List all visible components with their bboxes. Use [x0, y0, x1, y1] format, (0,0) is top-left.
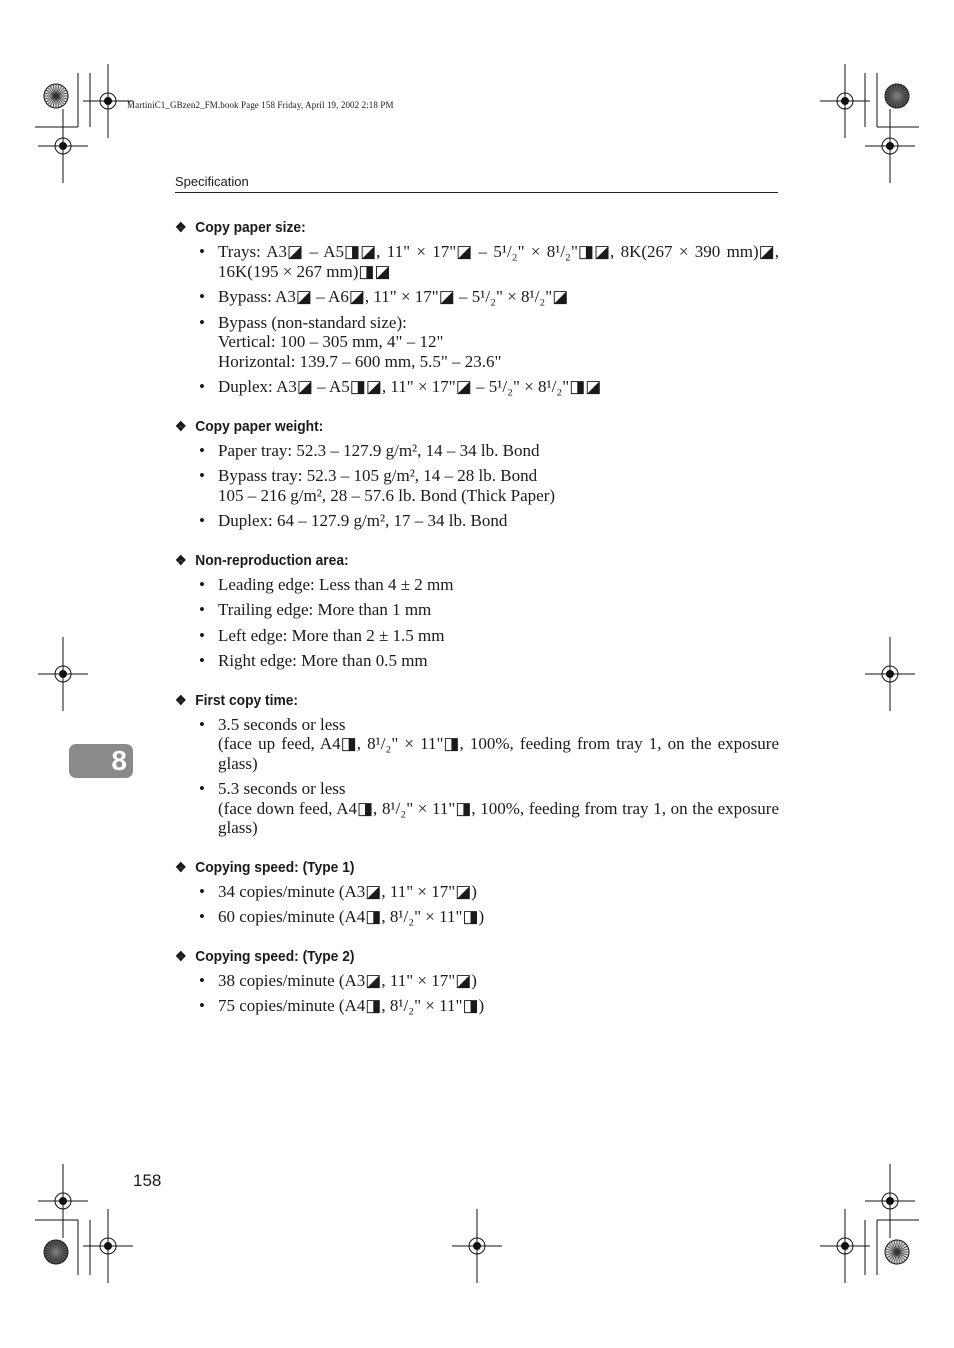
- crosshair-registration-icon: [865, 1164, 915, 1238]
- bullet-dot-icon: •: [199, 440, 205, 460]
- item-text: Left edge: More than 2 ± 1.5 mm: [218, 625, 445, 645]
- crosshair-registration-icon: [820, 1209, 870, 1283]
- chapter-tab: 8: [69, 744, 133, 778]
- item-text: Leading edge: Less than 4 ± 2 mm: [218, 574, 454, 594]
- bullet-dot-icon: •: [199, 714, 205, 734]
- item-text: Trays: A3◪ – A5◨◪, 11" × 17"◪ – 5¹/₂" × 8¹/₂"◨◪, 8K(267 × 390 mm)◪, 16K(195 × 267 mm)◨◪: [218, 242, 779, 281]
- section-title: Non-reproduction area:: [195, 551, 349, 569]
- bullet-dot-icon: •: [199, 287, 205, 306]
- item-text: 38 copies/minute (A3◪, 11" × 17"◪): [218, 970, 477, 990]
- bullet-dot-icon: •: [199, 625, 205, 645]
- crosshair-registration-icon: [38, 1164, 88, 1238]
- section-title: First copy time:: [195, 691, 298, 709]
- section-title: Copying speed: (Type 1): [195, 858, 355, 876]
- bullet-dot-icon: •: [199, 881, 205, 901]
- item-text: Bypass (non-standard size):: [218, 312, 407, 332]
- bullet-dot-icon: •: [199, 907, 205, 926]
- page-number: 158: [133, 1171, 162, 1190]
- color-wheel-icon: [885, 84, 909, 108]
- item-text: Bypass tray: 52.3 – 105 g/m², 14 – 28 lb. Bond: [218, 466, 538, 485]
- color-wheel-icon: [44, 84, 68, 108]
- bullet-dot-icon: •: [199, 600, 205, 619]
- item-text: Trailing edge: More than 1 mm: [218, 600, 432, 619]
- item-text: Duplex: 64 – 127.9 g/m², 17 – 34 lb. Bond: [218, 511, 508, 530]
- diamond-bullet-icon: ❖: [175, 858, 187, 875]
- bullet-dot-icon: •: [199, 312, 205, 332]
- bullet-dot-icon: •: [199, 242, 205, 261]
- section-title: Copy paper size:: [195, 219, 306, 236]
- diamond-bullet-icon: ❖: [175, 417, 187, 434]
- diamond-bullet-icon: ❖: [175, 219, 187, 235]
- bullet-dot-icon: •: [199, 511, 205, 530]
- crosshair-registration-icon: [452, 1209, 502, 1283]
- bullet-dot-icon: •: [199, 466, 205, 485]
- item-text: Paper tray: 52.3 – 127.9 g/m², 14 – 34 lb. Bond: [218, 440, 540, 460]
- item-text: Right edge: More than 0.5 mm: [218, 651, 428, 670]
- running-header: Specification: [175, 174, 249, 189]
- item-text: Horizontal: 139.7 – 600 mm, 5.5" – 23.6": [218, 351, 502, 371]
- diamond-bullet-icon: ❖: [175, 551, 187, 568]
- color-wheel-icon: [44, 1240, 68, 1264]
- crosshair-registration-icon: [820, 64, 870, 138]
- color-wheel-icon: [885, 1240, 909, 1264]
- item-text: Bypass: A3◪ – A6◪, 11" × 17"◪ – 5¹/₂" × 8¹/₂"◪: [218, 287, 569, 306]
- item-text: (face up feed, A4◨, 8¹/₂" × 11"◨, 100%, feeding from tray 1, on the exposure glass): [218, 734, 779, 773]
- item-text: (face down feed, A4◨, 8¹/₂" × 11"◨, 100%, feeding from tray 1, on the exposure glass): [218, 798, 779, 837]
- item-text: 34 copies/minute (A3◪, 11" × 17"◪): [218, 881, 477, 901]
- section-title: Copy paper weight:: [195, 417, 324, 435]
- item-text: 3.5 seconds or less: [218, 714, 346, 734]
- bullet-dot-icon: •: [199, 377, 205, 396]
- diamond-bullet-icon: ❖: [175, 947, 187, 964]
- item-text: Vertical: 100 – 305 mm, 4" – 12": [218, 332, 444, 351]
- crosshair-registration-icon: [865, 637, 915, 711]
- bullet-dot-icon: •: [199, 779, 205, 798]
- bullet-dot-icon: •: [199, 970, 205, 990]
- crosshair-registration-icon: [865, 109, 915, 183]
- diamond-bullet-icon: ❖: [175, 691, 187, 708]
- item-text: 75 copies/minute (A4◨, 8¹/₂" × 11"◨): [218, 996, 485, 1015]
- item-text: 105 – 216 g/m², 28 – 57.6 lb. Bond (Thick Paper): [218, 485, 556, 505]
- crosshair-registration-icon: [38, 637, 88, 711]
- item-text: Duplex: A3◪ – A5◨◪, 11" × 17"◪ – 5¹/₂" × 8¹/₂"◨◪: [218, 377, 602, 396]
- book-info: MartiniC1_GBzen2_FM.book Page 158 Friday, April 19, 2002 2:18 PM: [127, 100, 394, 110]
- crosshair-registration-icon: [38, 109, 88, 183]
- section-title: Copying speed: (Type 2): [195, 947, 355, 965]
- bullet-dot-icon: •: [199, 996, 205, 1015]
- item-text: 60 copies/minute (A4◨, 8¹/₂" × 11"◨): [218, 907, 485, 926]
- bullet-dot-icon: •: [199, 651, 205, 670]
- item-text: 5.3 seconds or less: [218, 779, 346, 798]
- bullet-dot-icon: •: [199, 574, 205, 594]
